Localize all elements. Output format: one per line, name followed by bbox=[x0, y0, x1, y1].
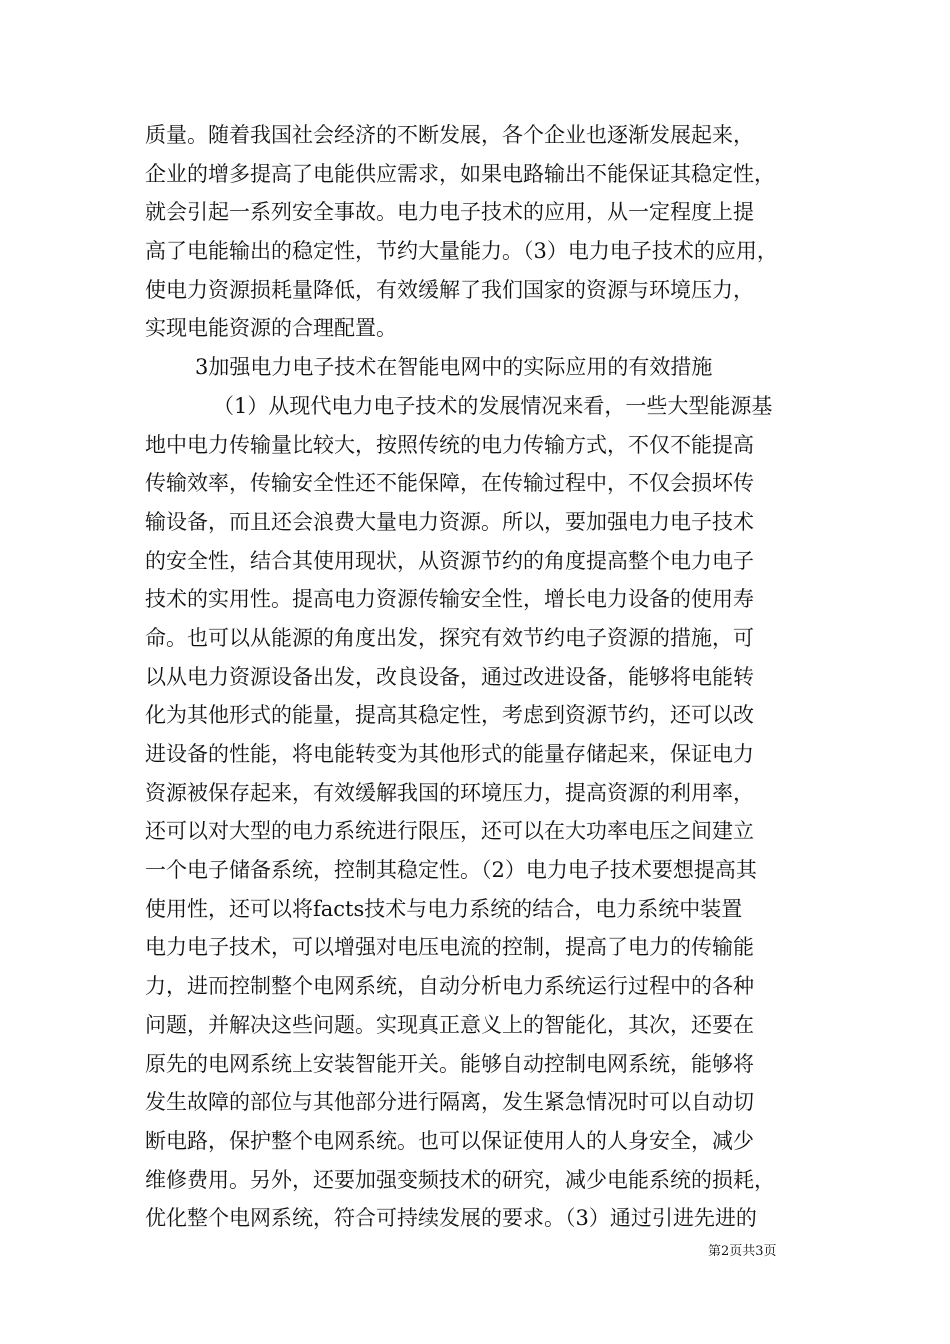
text-line: 使电力资源损耗量降低，有效缓解了我们国家的资源与环境压力， bbox=[145, 277, 754, 302]
text-line: 命。也可以从能源的角度出发，探究有效节约电子资源的措施，可 bbox=[145, 625, 754, 650]
text-line: 技术的实用性。提高电力资源传输安全性，增长电力设备的使用寿 bbox=[145, 587, 754, 612]
text-line: 实现电能资源的合理配置。 bbox=[145, 316, 397, 341]
text-line: 地中电力传输量比较大，按照传统的电力传输方式，不仅不能提高 bbox=[145, 432, 754, 457]
text-line: 资源被保存起来，有效缓解我国的环境压力，提高资源的利用率， bbox=[145, 780, 754, 805]
text-line: 传输效率，传输安全性还不能保障，在传输过程中，不仅会损坏传 bbox=[145, 471, 754, 496]
text-line: 断电路，保护整个电网系统。也可以保证使用人的人身安全，减少 bbox=[145, 1128, 754, 1153]
text-line: 以从电力资源设备出发，改良设备，通过改进设备，能够将电能转 bbox=[145, 664, 754, 689]
text-line: 进设备的性能，将电能转变为其他形式的能量存储起来，保证电力 bbox=[145, 742, 754, 766]
text-line: 就会引起一系列安全事故。电力电子技术的应用，从一定程度上提 bbox=[145, 200, 754, 225]
text-line: 质量。随着我国社会经济的不断发展，各个企业也逐渐发展起来， bbox=[145, 123, 754, 147]
text-line: 高了电能输出的稳定性，节约大量能力。（3）电力电子技术的应用， bbox=[145, 239, 778, 264]
text-line: 化为其他形式的能量，提高其稳定性，考虑到资源节约，还可以改 bbox=[145, 703, 754, 728]
text-line: （1）从现代电力电子技术的发展情况来看，一些大型能源基 bbox=[213, 393, 773, 418]
text-line: 一个电子储备系统，控制其稳定性。（2）电力电子技术要想提高其 bbox=[145, 858, 757, 883]
text-line: 企业的增多提高了电能供应需求，如果电路输出不能保证其稳定性， bbox=[145, 161, 775, 186]
text-line: 使用性，还可以将facts技术与电力系统的结合，电力系统中装置 bbox=[145, 896, 743, 921]
section-heading: 3加强电力电子技术在智能电网中的实际应用的有效措施 bbox=[195, 355, 713, 380]
text-line: 问题，并解决这些问题。实现真正意义上的智能化，其次，还要在 bbox=[145, 1012, 754, 1037]
text-line: 电力电子技术，可以增强对电压电流的控制，提高了电力的传输能 bbox=[145, 935, 754, 960]
body-text bbox=[145, 116, 815, 1238]
text-line: 还可以对大型的电力系统进行限压，还可以在大功率电压之间建立 bbox=[145, 819, 754, 844]
text-line: 发生故障的部位与其他部分进行隔离，发生紧急情况时可以自动切 bbox=[145, 1090, 754, 1115]
text-line: 维修费用。另外，还要加强变频技术的研究，减少电能系统的损耗， bbox=[145, 1167, 775, 1192]
page-number: 第2页共3页 bbox=[708, 1244, 777, 1259]
text-line: 优化整个电网系统，符合可持续发展的要求。（3）通过引进先进的 bbox=[145, 1206, 757, 1231]
text-line: 原先的电网系统上安装智能开关。能够自动控制电网系统，能够将 bbox=[145, 1051, 754, 1076]
text-line: 的安全性，结合其使用现状，从资源节约的角度提高整个电力电子 bbox=[145, 548, 754, 573]
text-line: 输设备，而且还会浪费大量电力资源。所以，要加强电力电子技术 bbox=[145, 509, 754, 534]
text-line: 力，进而控制整个电网系统，自动分析电力系统运行过程中的各种 bbox=[145, 974, 754, 999]
